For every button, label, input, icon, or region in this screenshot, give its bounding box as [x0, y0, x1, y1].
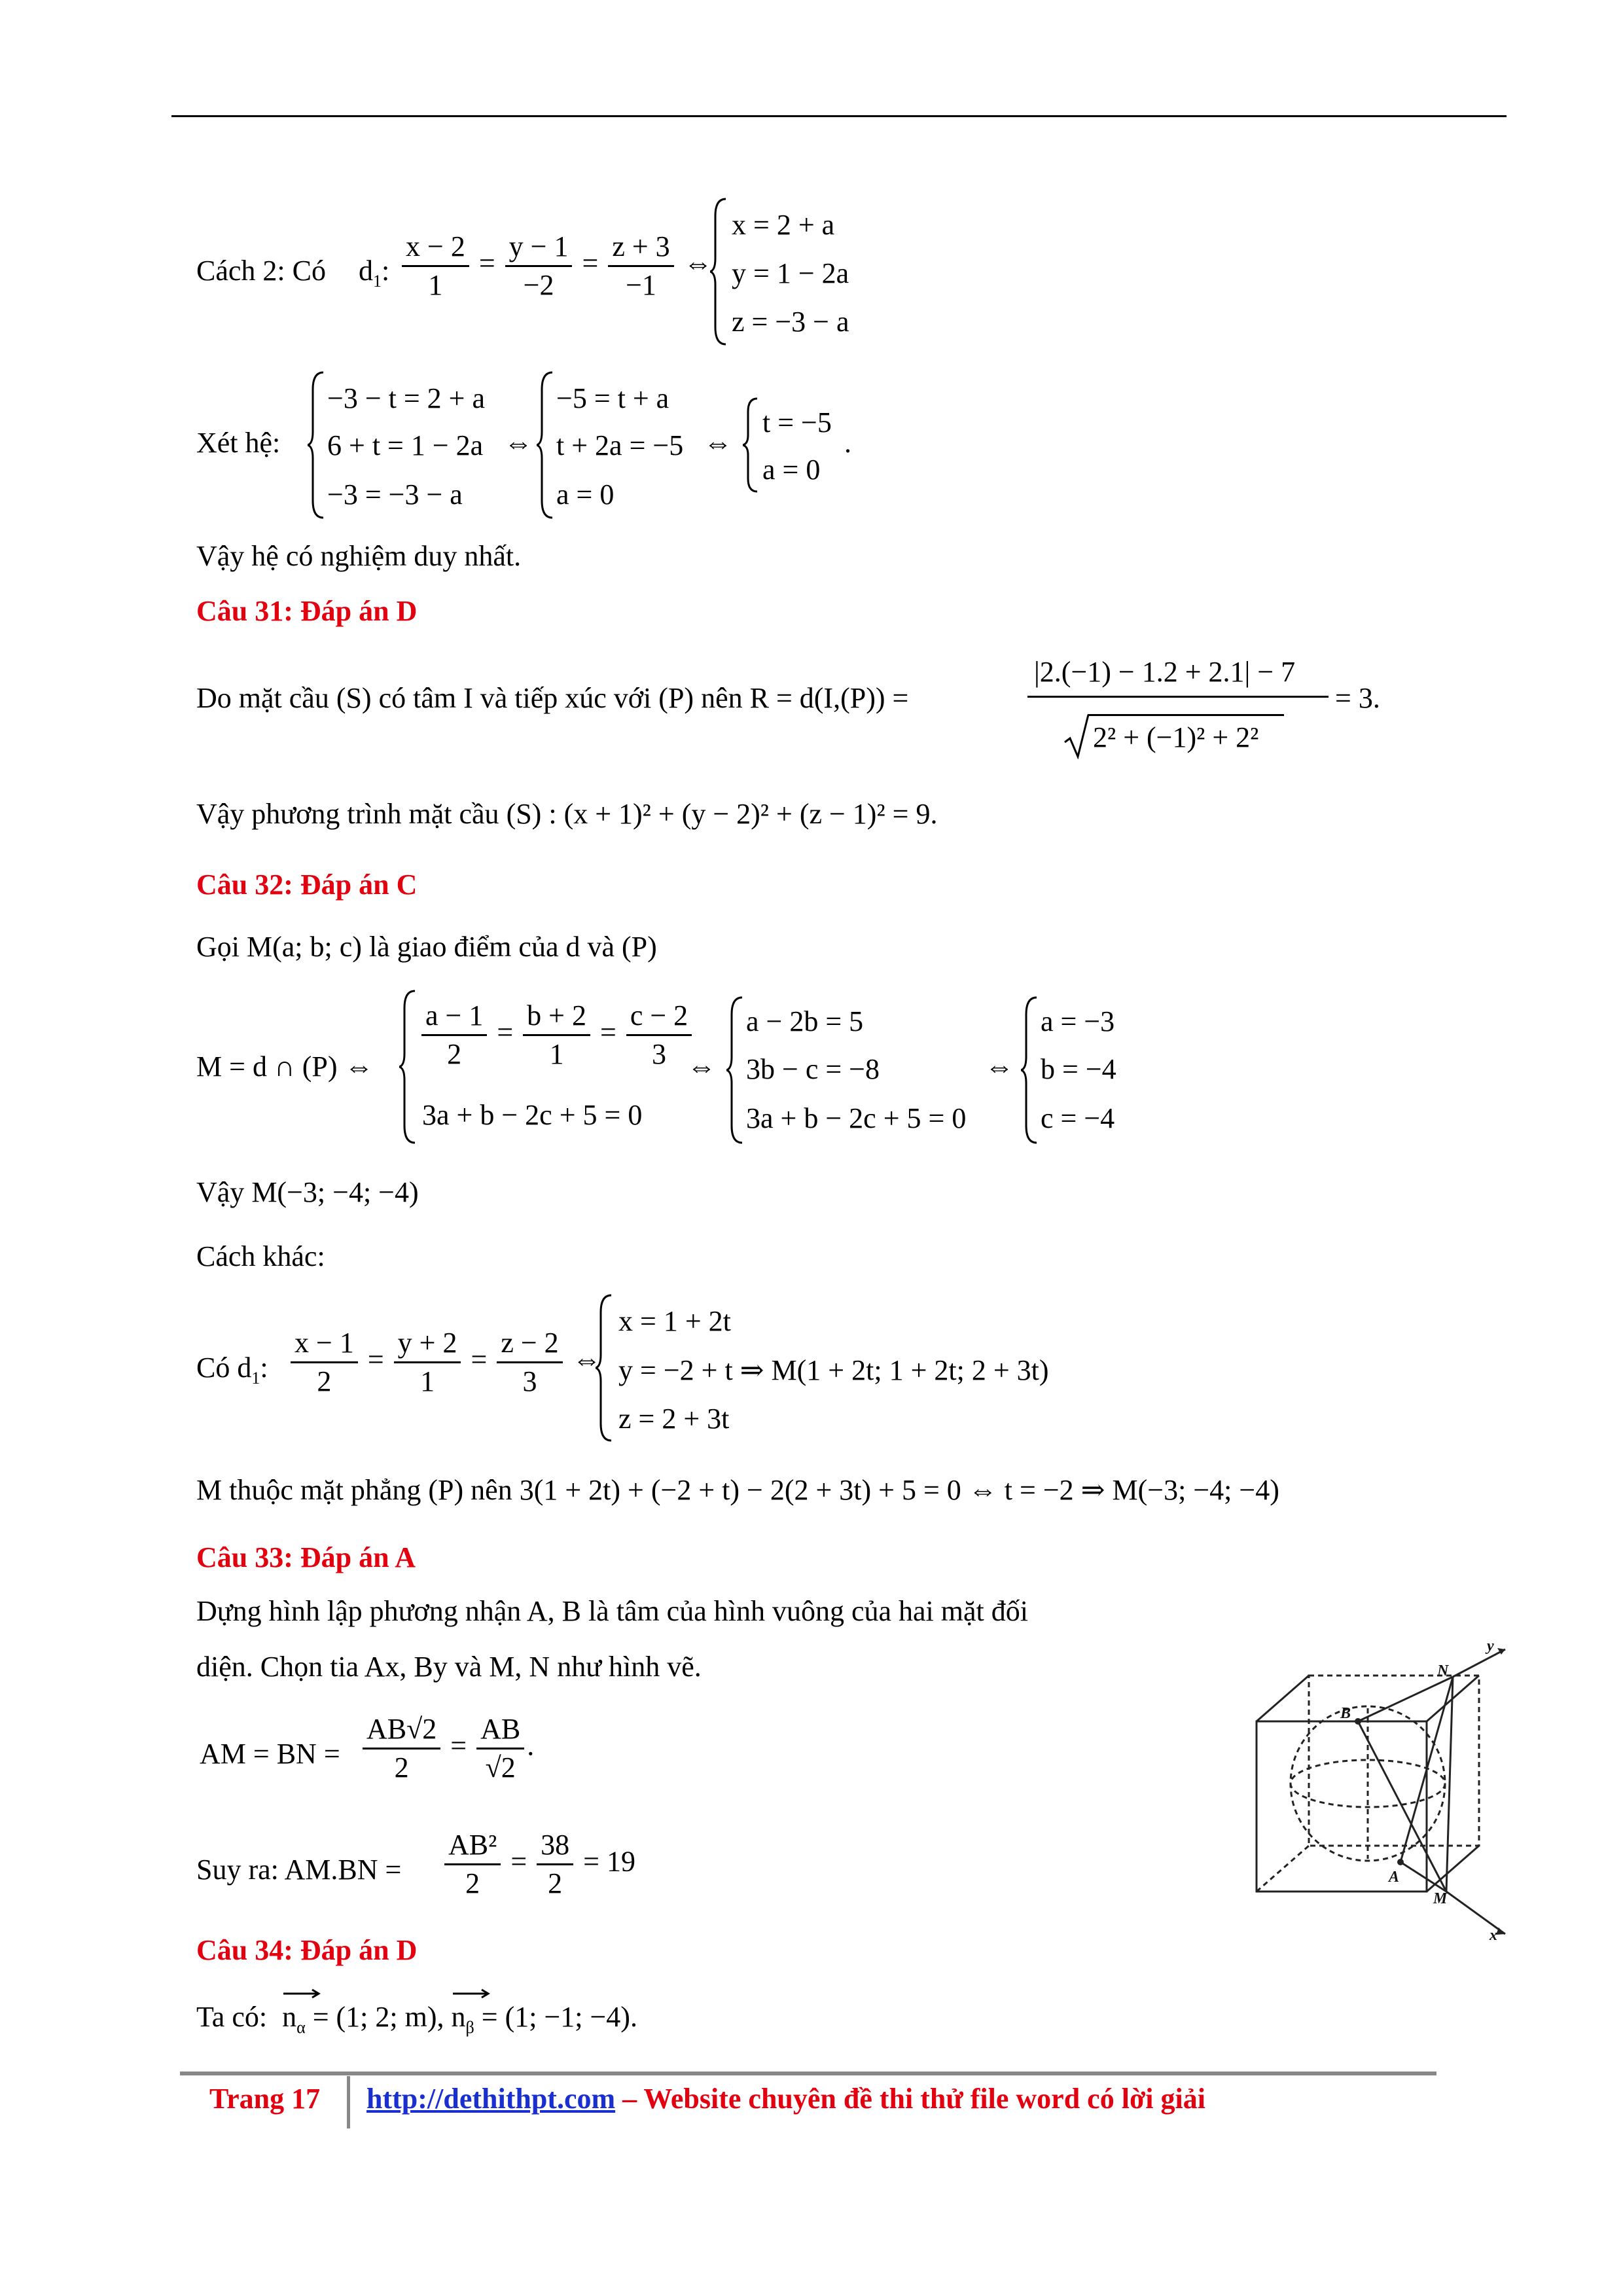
vector-arrow-icon	[282, 1988, 321, 1999]
brace-c2	[710, 196, 730, 347]
cau32-mdef: M = d ∩ (P) ⇔	[196, 1050, 374, 1083]
brace-c32-4	[596, 1293, 615, 1443]
fig-M: M	[1433, 1890, 1448, 1907]
cau34-title: Câu 34: Đáp án D	[196, 1934, 418, 1966]
sqrt-icon	[1063, 713, 1090, 759]
cach2-label: Cách 2: Có	[196, 255, 326, 287]
sqrt-bar	[1088, 714, 1284, 716]
brace-xet1	[308, 370, 327, 520]
xet-s2-3: a = 0	[556, 478, 615, 511]
cau33-am: AM = BN =	[200, 1738, 340, 1770]
fig-y: y	[1487, 1638, 1494, 1655]
xet-s2-2: t + 2a = −5	[556, 429, 684, 461]
brace-xet2	[537, 370, 556, 520]
c32-sys-1: x = 1 + 2t	[618, 1305, 731, 1337]
cau31-result: = 3.	[1335, 682, 1380, 714]
c32-frac-row: $\frac{x - 1}{2}$ = $\frac{y + 2}{1}$ = $\frac{z - 2}{3}$ ⇔	[288, 1329, 601, 1396]
cau33-suy: Suy ra: AM.BN =	[196, 1854, 402, 1886]
c32-s3-1: a = −3	[1041, 1005, 1115, 1037]
c32-sys-3: z = 2 + 3t	[618, 1403, 730, 1435]
cau33-frac-ambn: $\frac{\text{AB²}}{2}$ = $\frac{38}{2}$ = 19	[442, 1831, 635, 1898]
c32-iff-2: ⇔	[985, 1050, 1014, 1083]
cau31-vay: Vậy phương trình mặt cầu (S) : (x + 1)² + (y − 2)² + (z − 1)² = 9.	[196, 798, 938, 830]
cach2-d1: $d_1$:	[359, 255, 390, 291]
cach2-fraction-row: $\frac{x - 2}{1}$ = $\frac{y - 1}{-2}$ = $\frac{z + 3}{-1}$ ⇔	[399, 232, 713, 300]
c32-s3-3: c = −4	[1041, 1102, 1115, 1134]
c32-s2-3: 3a + b − 2c + 5 = 0	[746, 1102, 967, 1134]
xet-iff-2: ⇔	[704, 427, 732, 459]
cau32-goi: Gọi M(a; b; c) là giao điểm của d và (P)	[196, 931, 657, 963]
c32-vay: Vậy M(−3; −4; −4)	[196, 1176, 419, 1208]
xet-s3-1: t = −5	[762, 406, 832, 439]
c32-thuoc: M thuộc mặt phẳng (P) nên 3(1 + 2t) + (−2 + t) − 2(2 + 3t) + 5 = 0 ⇔ t = −2 ⇒ M(−3; −4; −4)	[196, 1474, 1279, 1506]
cau33-p1: Dựng hình lập phương nhận A, B là tâm của hình vuông của hai mặt đối	[196, 1595, 1028, 1627]
cau34-taco: Ta có: $n_\alpha = (1$; 2; m), $n_\beta = (1$; −1; −4).	[196, 2003, 637, 2036]
footer-divider	[347, 2076, 350, 2128]
c32-s2-1: a − 2b = 5	[746, 1005, 864, 1037]
c32-s3-2: b = −4	[1041, 1053, 1116, 1085]
xet-iff-1: ⇔	[504, 427, 533, 459]
cau32-title: Câu 32: Đáp án C	[196, 869, 418, 901]
vay-he: Vậy hệ có nghiệm duy nhất.	[196, 540, 522, 572]
cau31-frac-bar	[1027, 696, 1329, 698]
cau33-title: Câu 33: Đáp án A	[196, 1541, 416, 1573]
cau31-title: Câu 31: Đáp án D	[196, 595, 418, 627]
xet-s1-3: −3 = −3 − a	[327, 478, 463, 511]
c32-co: Có $d_1$:	[196, 1352, 268, 1388]
cau33-frac-am: $\frac{AB√2}{2}$ = $\frac{AB}{√2}$ .	[360, 1715, 534, 1782]
c32-s1-fracs: $\frac{a - 1}{2}$ = $\frac{b + 2}{1}$ = $\frac{c - 2}{3}$	[419, 1001, 694, 1069]
c2-sys-3: z = −3 − a	[732, 306, 849, 338]
c2-sys-1: x = 2 + a	[732, 209, 835, 241]
fig-x: x	[1489, 1927, 1497, 1944]
brace-xet3	[743, 396, 760, 494]
c2-sys-2: y = 1 − 2a	[732, 257, 849, 289]
xet-s3-2: a = 0	[762, 454, 821, 486]
footer-page: Trang 17	[209, 2083, 321, 2115]
brace-c32-3	[1021, 995, 1041, 1145]
fig-N: N	[1437, 1662, 1449, 1679]
xet-label: Xét hệ:	[196, 427, 281, 459]
c32-cachkhac: Cách khác:	[196, 1240, 325, 1272]
fig-B: B	[1340, 1705, 1351, 1722]
cau31-frac-den: 2² + (−1)² + 2²	[1093, 721, 1259, 753]
xet-s2-1: −5 = t + a	[556, 382, 669, 414]
xet-s1-2: 6 + t = 1 − 2a	[327, 429, 484, 461]
header-rule	[171, 115, 1507, 117]
vector-arrow-icon	[452, 1988, 491, 1999]
cau31-frac-num: |2.(−1) − 1.2 + 2.1| − 7	[1034, 656, 1296, 688]
footer-link[interactable]: http://dethithpt.com	[366, 2083, 616, 2115]
xet-dot: .	[844, 427, 851, 459]
brace-c32-2	[726, 995, 746, 1145]
c32-sys-2: y = −2 + t ⇒ M(1 + 2t; 1 + 2t; 2 + 3t)	[618, 1354, 1049, 1386]
c32-iff-1: ⇔	[687, 1050, 716, 1083]
fig-A: A	[1389, 1869, 1400, 1886]
brace-c32-1	[399, 988, 419, 1145]
cau31-line1: Do mặt cầu (S) có tâm I và tiếp xúc với (P) nên R = d(I,(P)) =	[196, 682, 909, 714]
xet-s1-1: −3 − t = 2 + a	[327, 382, 486, 414]
c32-s1-3: 3a + b − 2c + 5 = 0	[422, 1099, 643, 1131]
cube-sphere-figure	[1243, 1630, 1531, 1944]
footer-site: http://dethithpt.com – Website chuyên đề thi thử file word có lời giải	[366, 2083, 1205, 2115]
footer-rule	[180, 2072, 1436, 2075]
cau33-p2: diện. Chọn tia Ax, By và M, N như hình vẽ.	[196, 1651, 702, 1683]
c32-s2-2: 3b − c = −8	[746, 1053, 880, 1085]
